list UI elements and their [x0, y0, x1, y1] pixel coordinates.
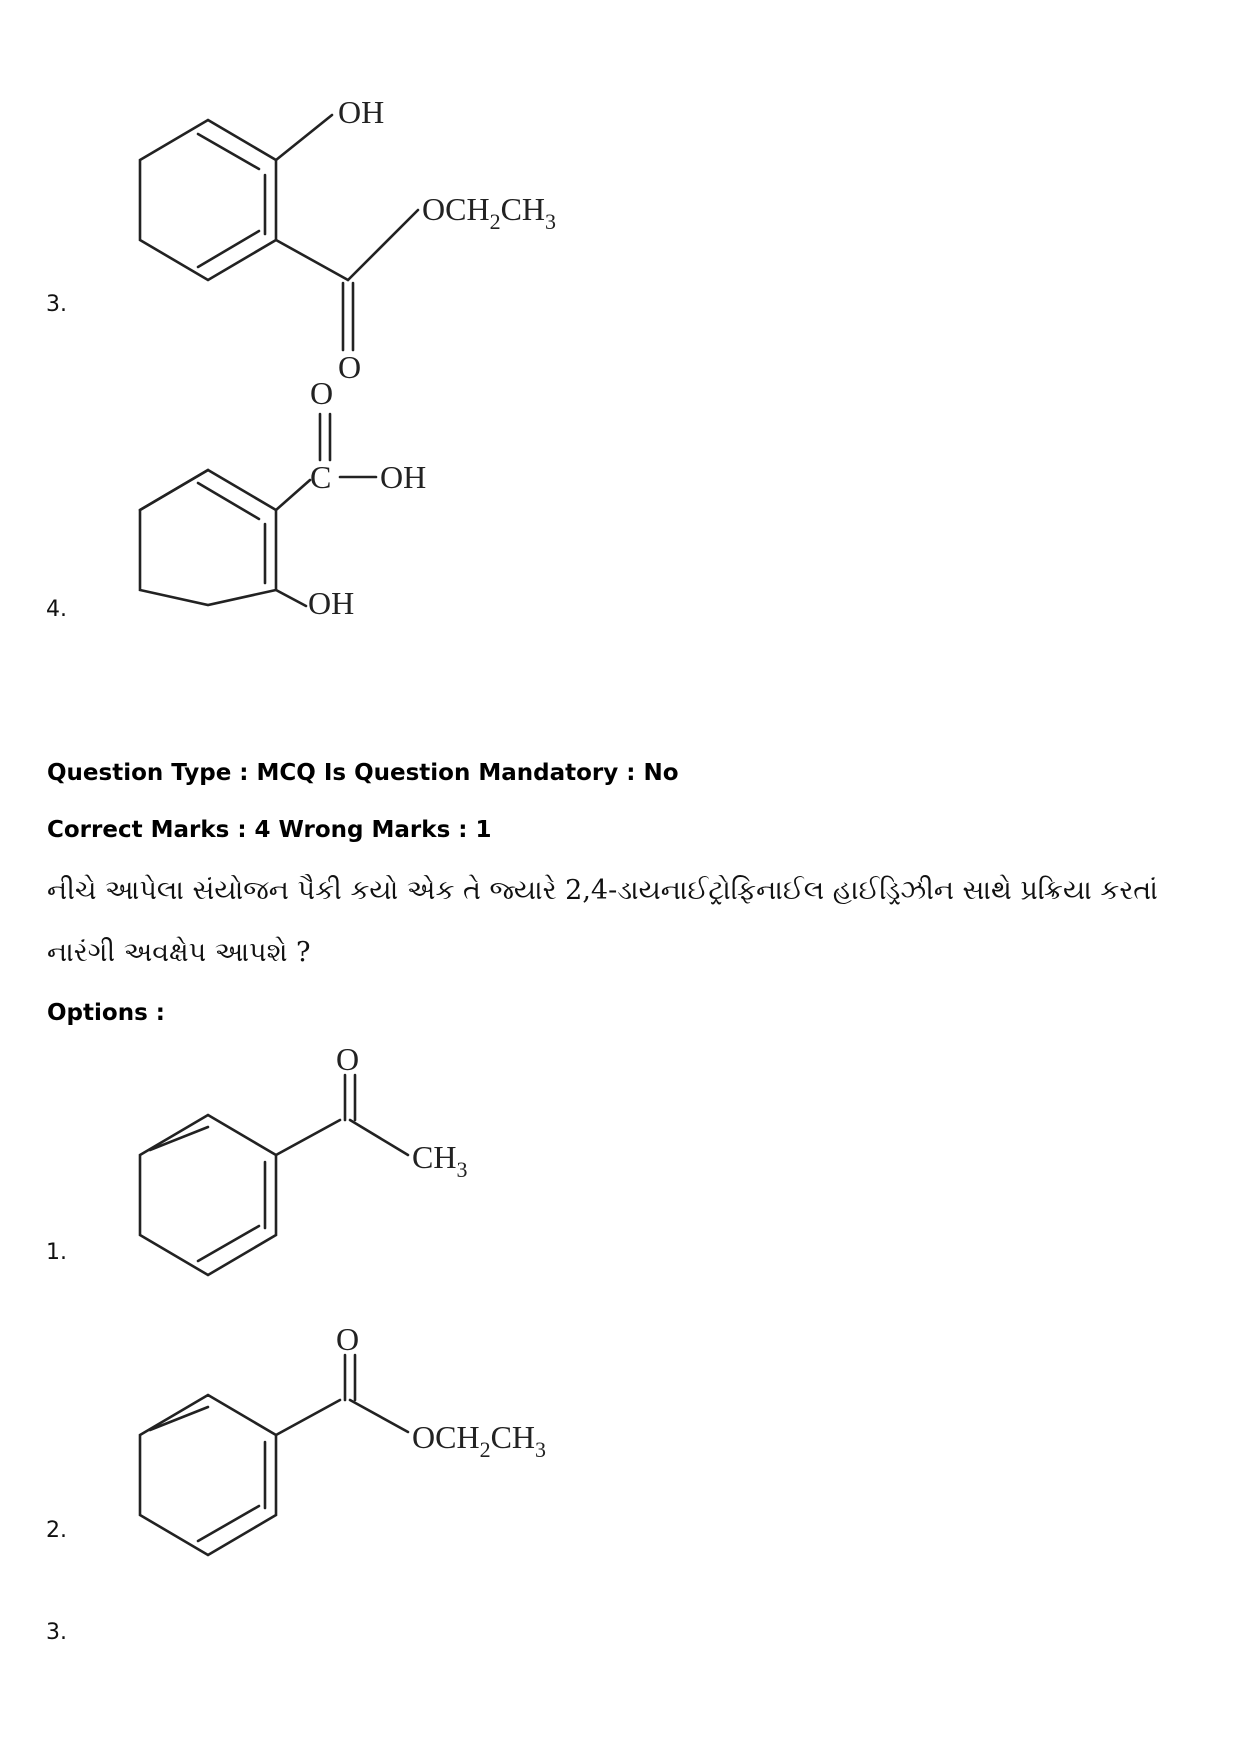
ring-hydroxyl-label: OH [308, 585, 355, 621]
ester-group-label: $OCH_2CH_3$ [422, 191, 557, 234]
carbonyl-oxygen-label: O [338, 349, 362, 385]
hydroxyl-label: OH [338, 94, 385, 130]
structure-acetophenone [70, 1040, 468, 1270]
structure-ethyl-salicylate [70, 80, 557, 385]
benzene-ring [140, 1115, 276, 1275]
acid-hydroxyl-label: OH [380, 459, 427, 495]
option-number[interactable]: 1. [46, 1240, 67, 1265]
carbon-label: C [310, 459, 332, 495]
option-number[interactable]: 3. [46, 1620, 67, 1645]
option-number[interactable]: 2. [46, 1518, 67, 1543]
carbonyl-oxygen-label: O [336, 1041, 360, 1077]
option-number: 3. [46, 292, 67, 317]
option-number: 4. [46, 597, 67, 622]
structure-salicylic-acid [70, 375, 430, 621]
benzene-ring [140, 1395, 276, 1555]
carbonyl-oxygen-label: O [336, 1321, 360, 1357]
methyl-label: $CH_3$ [412, 1139, 468, 1182]
question-type-line: Question Type : MCQ Is Question Mandatory : No [47, 760, 679, 786]
options-label: Options : [47, 1000, 165, 1026]
ester-group-label: $OCH_2CH_3$ [412, 1419, 547, 1462]
marks-line: Correct Marks : 4 Wrong Marks : 1 [47, 817, 492, 843]
carbonyl-oxygen-label: O [310, 375, 334, 411]
benzene-ring [140, 120, 276, 280]
question-text: નીચે આપેલા સંયોજન પૈકી કયો એક તે જ્યારે 2,4-ડાયનાઈટ્રોફિનાઈલ હાઈડ્રિઝીન સાથે પ્રક્રિયા કરતાં નારંગી અવક્ષેપ આપશે ? [47, 875, 1158, 968]
structure-ethyl-benzoate [70, 1320, 550, 1550]
